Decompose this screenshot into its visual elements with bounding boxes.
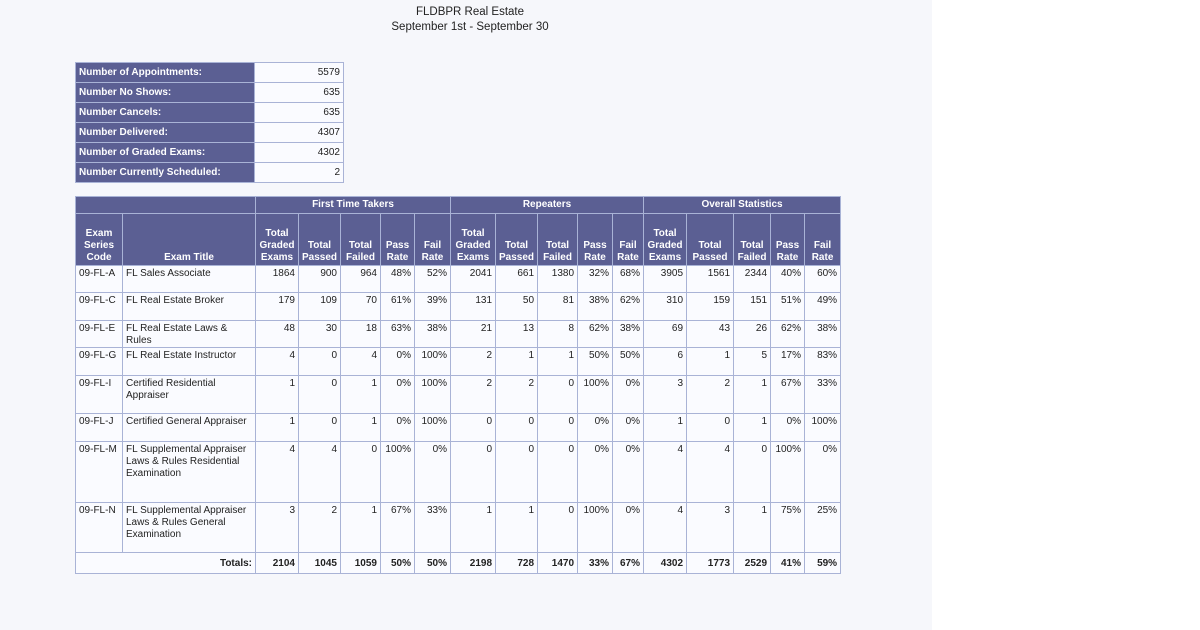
- exam-code: 09-FL-G: [76, 348, 123, 376]
- summary-label: Number of Graded Exams:: [76, 143, 255, 163]
- exam-code: 09-FL-C: [76, 293, 123, 321]
- stat-header: Pass Rate: [771, 214, 805, 266]
- exam-code: 09-FL-M: [76, 442, 123, 503]
- stat-cell: 8: [538, 321, 578, 348]
- stat-cell: 0%: [613, 414, 644, 442]
- stat-header: Pass Rate: [578, 214, 613, 266]
- stat-cell: 0%: [578, 442, 613, 503]
- total-cell: 2104: [256, 553, 299, 574]
- exam-title: Certified Residential Appraiser: [123, 376, 256, 414]
- stat-cell: 51%: [771, 293, 805, 321]
- stat-cell: 0%: [613, 376, 644, 414]
- total-cell: 728: [496, 553, 538, 574]
- summary-row: [76, 143, 344, 163]
- exam-title: FL Supplemental Appraiser Laws & Rules Residential Examination: [123, 442, 256, 503]
- stat-cell: 3: [687, 503, 734, 553]
- stat-cell: 67%: [771, 376, 805, 414]
- summary-value: 2: [255, 163, 344, 183]
- total-cell: 33%: [578, 553, 613, 574]
- stat-cell: 100%: [415, 348, 451, 376]
- stat-cell: 100%: [415, 414, 451, 442]
- stat-header: Total Graded Exams: [451, 214, 496, 266]
- stat-cell: 2: [299, 503, 341, 553]
- total-cell: 2529: [734, 553, 771, 574]
- exam-code: 09-FL-A: [76, 266, 123, 293]
- exam-code: 09-FL-N: [76, 503, 123, 553]
- stat-header: Fail Rate: [805, 214, 841, 266]
- stat-cell: 6: [644, 348, 687, 376]
- stat-cell: 100%: [771, 442, 805, 503]
- stat-cell: 900: [299, 266, 341, 293]
- stat-cell: 131: [451, 293, 496, 321]
- table-row: [76, 376, 841, 414]
- stat-cell: 0%: [613, 503, 644, 553]
- stat-cell: 50%: [613, 348, 644, 376]
- stat-cell: 38%: [805, 321, 841, 348]
- stat-cell: 67%: [381, 503, 415, 553]
- stat-cell: 310: [644, 293, 687, 321]
- stat-cell: 1: [256, 414, 299, 442]
- stat-cell: 39%: [415, 293, 451, 321]
- group-overall: Overall Statistics: [644, 197, 841, 214]
- summary-row: [76, 123, 344, 143]
- exam-title: Certified General Appraiser: [123, 414, 256, 442]
- stat-cell: 179: [256, 293, 299, 321]
- stat-cell: 964: [341, 266, 381, 293]
- stat-cell: 0: [538, 414, 578, 442]
- exam-code: 09-FL-E: [76, 321, 123, 348]
- stat-header: Total Graded Exams: [256, 214, 299, 266]
- stat-cell: 69: [644, 321, 687, 348]
- total-cell: 4302: [644, 553, 687, 574]
- stat-cell: 17%: [771, 348, 805, 376]
- stat-header: Total Passed: [299, 214, 341, 266]
- stat-cell: 43: [687, 321, 734, 348]
- report-title: FLDBPR Real Estate: [415, 6, 524, 18]
- stat-cell: 0: [451, 442, 496, 503]
- exam-code: 09-FL-I: [76, 376, 123, 414]
- stat-cell: 0%: [381, 348, 415, 376]
- title-header: Exam Title: [123, 214, 256, 266]
- stat-cell: 4: [256, 348, 299, 376]
- stat-cell: 661: [496, 266, 538, 293]
- stat-cell: 0%: [415, 442, 451, 503]
- stat-cell: 13: [496, 321, 538, 348]
- total-cell: 59%: [805, 553, 841, 574]
- stat-cell: 1: [496, 348, 538, 376]
- stat-cell: 1: [734, 414, 771, 442]
- table-row: [76, 293, 841, 321]
- stat-cell: 159: [687, 293, 734, 321]
- stat-cell: 0: [538, 376, 578, 414]
- stat-cell: 50: [496, 293, 538, 321]
- total-cell: 1045: [299, 553, 341, 574]
- exam-title: FL Real Estate Laws & Rules: [123, 321, 256, 348]
- group-first-time: First Time Takers: [256, 197, 451, 214]
- stat-cell: 3: [256, 503, 299, 553]
- stat-cell: 100%: [805, 414, 841, 442]
- stat-cell: 0: [496, 442, 538, 503]
- stat-cell: 3: [644, 376, 687, 414]
- stat-cell: 4: [687, 442, 734, 503]
- group-repeaters: Repeaters: [451, 197, 644, 214]
- code-header: Exam Series Code: [76, 214, 123, 266]
- stat-cell: 0: [687, 414, 734, 442]
- stat-cell: 100%: [578, 503, 613, 553]
- total-cell: 2198: [451, 553, 496, 574]
- exam-stats-table: [75, 196, 841, 574]
- stat-cell: 0: [299, 376, 341, 414]
- stat-cell: 1: [341, 414, 381, 442]
- total-cell: 1059: [341, 553, 381, 574]
- stat-cell: 0%: [381, 376, 415, 414]
- table-row: [76, 266, 841, 293]
- stat-cell: 4: [644, 503, 687, 553]
- stat-cell: 0%: [381, 414, 415, 442]
- stat-cell: 1: [734, 503, 771, 553]
- stat-cell: 61%: [381, 293, 415, 321]
- stat-cell: 25%: [805, 503, 841, 553]
- table-row: [76, 321, 841, 348]
- stat-header: Fail Rate: [613, 214, 644, 266]
- stat-cell: 0%: [578, 414, 613, 442]
- stat-cell: 1: [687, 348, 734, 376]
- stat-cell: 48: [256, 321, 299, 348]
- stat-cell: 4: [644, 442, 687, 503]
- stat-cell: 1: [644, 414, 687, 442]
- stat-cell: 50%: [578, 348, 613, 376]
- total-cell: 50%: [415, 553, 451, 574]
- stat-cell: 3905: [644, 266, 687, 293]
- table-row: [76, 348, 841, 376]
- stat-cell: 151: [734, 293, 771, 321]
- stat-cell: 2: [451, 348, 496, 376]
- stat-cell: 2041: [451, 266, 496, 293]
- stat-cell: 2: [451, 376, 496, 414]
- stat-cell: 26: [734, 321, 771, 348]
- stat-cell: 18: [341, 321, 381, 348]
- stat-cell: 0%: [805, 442, 841, 503]
- report-subtitle: September 1st - September 30: [391, 21, 549, 33]
- stat-cell: 4: [341, 348, 381, 376]
- stat-cell: 1: [734, 376, 771, 414]
- total-cell: 1470: [538, 553, 578, 574]
- exam-title: FL Real Estate Broker: [123, 293, 256, 321]
- stat-cell: 62%: [771, 321, 805, 348]
- stat-header: Total Failed: [538, 214, 578, 266]
- summary-row: [76, 63, 344, 83]
- summary-value: 4302: [255, 143, 344, 163]
- table-row: [76, 503, 841, 553]
- stat-cell: 5: [734, 348, 771, 376]
- stat-cell: 63%: [381, 321, 415, 348]
- stat-cell: 62%: [613, 293, 644, 321]
- stat-cell: 4: [256, 442, 299, 503]
- stat-cell: 48%: [381, 266, 415, 293]
- stat-cell: 75%: [771, 503, 805, 553]
- exam-code: 09-FL-J: [76, 414, 123, 442]
- stat-cell: 0: [538, 442, 578, 503]
- stat-cell: 52%: [415, 266, 451, 293]
- stat-cell: 0: [734, 442, 771, 503]
- stat-cell: 0: [538, 503, 578, 553]
- stat-header: Total Failed: [734, 214, 771, 266]
- stat-cell: 100%: [415, 376, 451, 414]
- totals-row: [76, 553, 841, 574]
- summary-row: [76, 103, 344, 123]
- stat-header: Total Passed: [496, 214, 538, 266]
- stat-header: Fail Rate: [415, 214, 451, 266]
- stat-cell: 70: [341, 293, 381, 321]
- stat-cell: 0: [341, 442, 381, 503]
- table-row: [76, 414, 841, 442]
- stat-cell: 100%: [381, 442, 415, 503]
- stat-cell: 0%: [613, 442, 644, 503]
- exam-title: FL Real Estate Instructor: [123, 348, 256, 376]
- stat-header: Total Failed: [341, 214, 381, 266]
- stat-cell: 30: [299, 321, 341, 348]
- stat-cell: 33%: [415, 503, 451, 553]
- exam-title: FL Sales Associate: [123, 266, 256, 293]
- stat-cell: 0%: [771, 414, 805, 442]
- stat-cell: 4: [299, 442, 341, 503]
- stat-cell: 1: [451, 503, 496, 553]
- summary-table: [75, 62, 344, 183]
- stat-cell: 81: [538, 293, 578, 321]
- stat-cell: 1: [256, 376, 299, 414]
- totals-label: Totals:: [76, 553, 256, 574]
- stat-cell: 38%: [415, 321, 451, 348]
- summary-value: 635: [255, 83, 344, 103]
- stat-cell: 1: [496, 503, 538, 553]
- stat-cell: 68%: [613, 266, 644, 293]
- table-row: [76, 442, 841, 503]
- stat-cell: 2: [496, 376, 538, 414]
- stat-header: Pass Rate: [381, 214, 415, 266]
- stat-cell: 60%: [805, 266, 841, 293]
- stat-cell: 1380: [538, 266, 578, 293]
- summary-label: Number Cancels:: [76, 103, 255, 123]
- stat-cell: 109: [299, 293, 341, 321]
- blank-header: [76, 197, 256, 214]
- summary-label: Number of Appointments:: [76, 63, 255, 83]
- stat-cell: 83%: [805, 348, 841, 376]
- stat-cell: 1: [341, 376, 381, 414]
- total-cell: 50%: [381, 553, 415, 574]
- stat-cell: 2344: [734, 266, 771, 293]
- stat-cell: 2: [687, 376, 734, 414]
- summary-value: 4307: [255, 123, 344, 143]
- exam-title: FL Supplemental Appraiser Laws & Rules General Examination: [123, 503, 256, 553]
- stat-cell: 100%: [578, 376, 613, 414]
- stat-cell: 0: [299, 348, 341, 376]
- stat-cell: 0: [451, 414, 496, 442]
- summary-label: Number No Shows:: [76, 83, 255, 103]
- stat-cell: 1864: [256, 266, 299, 293]
- stat-cell: 40%: [771, 266, 805, 293]
- summary-value: 635: [255, 103, 344, 123]
- total-cell: 67%: [613, 553, 644, 574]
- stat-cell: 0: [496, 414, 538, 442]
- stat-cell: 21: [451, 321, 496, 348]
- stat-cell: 33%: [805, 376, 841, 414]
- stat-header: Total Passed: [687, 214, 734, 266]
- stat-cell: 0: [299, 414, 341, 442]
- summary-row: [76, 163, 344, 183]
- stat-cell: 1: [341, 503, 381, 553]
- stat-cell: 38%: [578, 293, 613, 321]
- stat-cell: 49%: [805, 293, 841, 321]
- total-cell: 41%: [771, 553, 805, 574]
- stat-header: Total Graded Exams: [644, 214, 687, 266]
- total-cell: 1773: [687, 553, 734, 574]
- summary-label: Number Delivered:: [76, 123, 255, 143]
- stat-cell: 32%: [578, 266, 613, 293]
- summary-row: [76, 83, 344, 103]
- stat-cell: 1: [538, 348, 578, 376]
- stat-cell: 38%: [613, 321, 644, 348]
- summary-value: 5579: [255, 63, 344, 83]
- summary-label: Number Currently Scheduled:: [76, 163, 255, 183]
- stat-cell: 1561: [687, 266, 734, 293]
- stat-cell: 62%: [578, 321, 613, 348]
